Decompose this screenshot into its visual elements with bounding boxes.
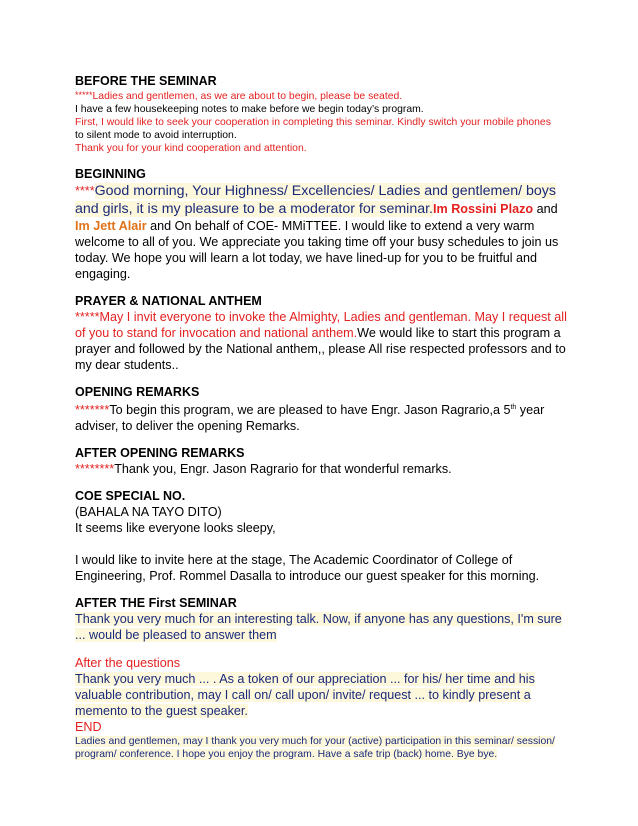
housekeeping-line: I have a few housekeeping notes to make before we begin today’s program. [75, 104, 424, 115]
moderator-name-2: Im Jett Alair [75, 219, 147, 233]
after-seminar-paragraph: Thank you very much for an interesting talk. Now, if anyone has any questions, I'm sure ... would be pleased to answer them [75, 612, 562, 643]
section-end [75, 719, 575, 761]
opening-paragraph: *******To begin this program, we are pleased to have Engr. Jason Ragrario,a 5th year adviser, to deliver the opening Remarks. [75, 403, 545, 434]
script-content [75, 74, 575, 761]
heading-coe-special: COE SPECIAL NO. [75, 489, 186, 504]
coe-line-1: (BAHALA NA TAYO DITO) [75, 505, 222, 520]
cooperation-line-1: First, I would like to seek your cooperation in completing this seminar. Kindly switch your mobile phones [75, 117, 551, 128]
heading-after-questions: After the questions [75, 656, 181, 671]
heading-opening-remarks: OPENING REMARKS [75, 385, 200, 399]
after-questions-paragraph: Thank you very much ... . As a token of our appreciation ... for his/ her time and his valuable contribution, may I call on/ call upon/ invite/ request ... to kindly present a memento to the guest speaker. [75, 672, 535, 719]
section-after-questions [75, 655, 575, 719]
heading-before-seminar: BEFORE THE SEMINAR [75, 74, 217, 88]
cooperation-line-2: to silent mode to avoid interruption. [75, 130, 237, 141]
coe-line-2: It seems like everyone looks sleepy, [75, 521, 276, 536]
greeting-text: Good morning, Your Highness/ Excellencies/ Ladies and gentlemen/ boys and girls, it is my pleasure to be a moderator for seminar. [75, 183, 556, 217]
seated-line: *****Ladies and gentlemen, as we are about to begin, please be seated. [75, 90, 403, 102]
section-before-seminar [75, 74, 575, 155]
heading-after-opening: AFTER OPENING REMARKS [75, 446, 245, 461]
end-paragraph: Ladies and gentlemen, may I thank you very much for your (active) participation in this seminar/ session/ program/ conference. I hope you enjoy the program. Have a safe trip (back) home. Bye bye. [75, 736, 555, 761]
section-beginning [75, 167, 575, 282]
thank-you-line: Thank you for your kind cooperation and attention. [75, 143, 307, 154]
section-prayer [75, 294, 575, 373]
heading-after-seminar: AFTER THE First SEMINAR [75, 596, 237, 611]
heading-prayer: PRAYER & NATIONAL ANTHEM [75, 294, 262, 308]
coe-invite-paragraph: I would like to invite here at the stage, The Academic Coordinator of College of Engineering, Prof. Rommel Dasalla to introduce our guest speaker for this morning. [75, 553, 540, 584]
section-after-opening [75, 446, 575, 477]
heading-beginning: BEGINNING [75, 167, 146, 181]
section-after-seminar [75, 596, 575, 643]
beginning-paragraph: ****Good morning, Your Highness/ Excellencies/ Ladies and gentlemen/ boys and girls, it is my pleasure to be a moderator for seminar.Im Rossini Plazo and Im Jett Alair and On behalf of COE- MMiTTEE. I would like to extend a very warm welcome to all of you. We appreciate you taking time off your busy schedules to join us today. We hope you will learn a lot today, we have lined-up for you to be fruitful and engaging. [75, 183, 559, 281]
prayer-paragraph: *****May I invit everyone to invoke the Almighty, Ladies and gentleman. May I request all of you to stand for invocation and national anthem.We would like to start this program a prayer and followed by the National anthem,, please All rise respected professors and to my dear students.. [75, 310, 567, 372]
moderator-name-1: Im Rossini Plazo [433, 202, 534, 216]
section-opening-remarks [75, 385, 575, 434]
section-coe-special [75, 489, 575, 584]
heading-end: END [75, 720, 102, 735]
after-opening-paragraph: ********Thank you, Engr. Jason Ragrario for that wonderful remarks. [75, 462, 452, 477]
